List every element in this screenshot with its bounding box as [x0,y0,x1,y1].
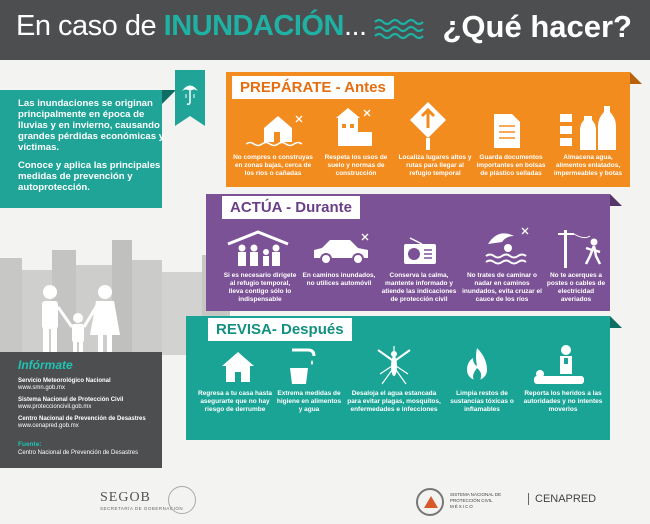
antes-item-1-text: No compres o construyas en zonas bajas, cerca de los ríos o cañadas [233,154,313,177]
mosquito-icon [374,344,414,386]
durante-item-3-text: Conserva la calma, mantente informado y atiende las indicaciones de protección civil [381,272,457,303]
segob-subtitle: SECRETARÍA DE GOBERNACIÓN [100,506,184,511]
waves-icon [373,18,429,40]
section-despues-label: REVISA- Después [208,318,352,341]
electric-pole-icon [556,226,610,268]
antes-item-4-text: Guarda documentos importantes en bolsas de plástico selladas [476,154,546,177]
umbrella-icon [180,80,200,106]
info-entry-name: Servicio Meteorológico Nacional [18,378,111,384]
info-entry-name: Sistema Nacional de Protección Civil [18,397,124,403]
evacuation-route-sign-icon [408,100,448,150]
despues-item-2-text: Extrema medidas de higiene en alimentos y agua [276,390,342,413]
water-glass-icon [284,346,320,386]
documents-icon [492,112,522,150]
spc-text: SISTEMA NACIONAL DE PROTECCIÓN CIVIL [450,492,502,503]
durante-item-4-text: No trates de caminar o nadar en caminos inundados, evita cruzar el cauce de los ríos [462,272,542,303]
car-icon [310,232,376,268]
injured-person-icon [532,342,586,388]
national-seal-icon [168,486,196,514]
spc-country: MÉXICO [450,504,474,509]
intro-paragraph-2: Conoce y aplica las principales medidas de prevención y autoprotección. [18,160,161,193]
despues-item-4-text: Limpia restos de sustancias tóxicas o inflamables [450,390,514,413]
shelter-family-icon [224,230,292,268]
antes-item-2-text: Respeta los usos de suelo y normas de construcción [324,154,388,177]
info-title: Infórmate [18,358,73,372]
water-supplies-icon [556,104,622,152]
section-antes-label: PREPÁRATE - Antes [232,76,394,99]
despues-item-5-text: Reporta los heridos a las autoridades y no intentes moverlos [523,390,603,413]
cenapred-logo-text: CENAPRED [528,493,596,505]
info-entry-name: Centro Nacional de Prevención de Desastres [18,416,146,422]
page-subtitle: ¿Qué hacer? [442,9,632,44]
protection-civil-triangle-icon [424,496,438,508]
info-entry-url[interactable]: www.proteccioncivil.gob.mx [18,404,92,410]
title-highlight: INUNDACIÓN [163,10,344,42]
intro-paragraph-1: Las inundaciones se originan principalmente en época de lluvias y en invierno, causando grandes pérdidas económicas y víctimas. [18,98,165,153]
durante-item-2-text: En caminos inundados, no utilices automóvil [302,272,376,287]
info-entry-url[interactable]: www.smn.gob.mx [18,385,66,391]
info-entry-url[interactable]: www.cenapred.gob.mx [18,423,79,429]
section-despues-fold [610,316,622,328]
title-suffix: ... [343,10,367,42]
house-flood-icon [246,110,310,150]
swimming-person-icon [484,226,534,268]
flame-icon [462,346,492,386]
home-icon [220,350,256,384]
section-antes-fold [630,72,642,84]
radio-icon [402,236,438,266]
title-prefix: En caso de [16,10,164,42]
despues-item-1-text: Regresa a tu casa hasta asegurarte que no hay riesgo de derrumbe [197,390,273,413]
building-construction-icon [330,104,378,150]
section-durante-label: ACTÚA - Durante [222,196,360,219]
despues-item-3-text: Desaloja el agua estancada para evitar plagas, mosquitos, enfermedades e infecciones [347,390,441,413]
durante-item-5-text: No te acerques a postes o cables de electricidad averiados [546,272,606,303]
segob-logo-text: SEGOB [100,490,151,505]
antes-item-5-text: Almacena agua, alimentos enlatados, impermeables y botas [553,154,623,177]
source-text: Centro Nacional de Prevención de Desastres [18,450,139,456]
family-icon [30,282,130,357]
page-title [16,10,367,43]
flag-notch [175,116,205,126]
source-label: Fuente: [18,441,42,448]
section-durante-fold [610,194,622,206]
durante-item-1-text: Si es necesario dirígete al refugio temporal, lleva contigo sólo lo indispensable [223,272,297,303]
antes-item-3-text: Localiza lugares altos y rutas para llegar al refugio temporal [398,154,472,177]
